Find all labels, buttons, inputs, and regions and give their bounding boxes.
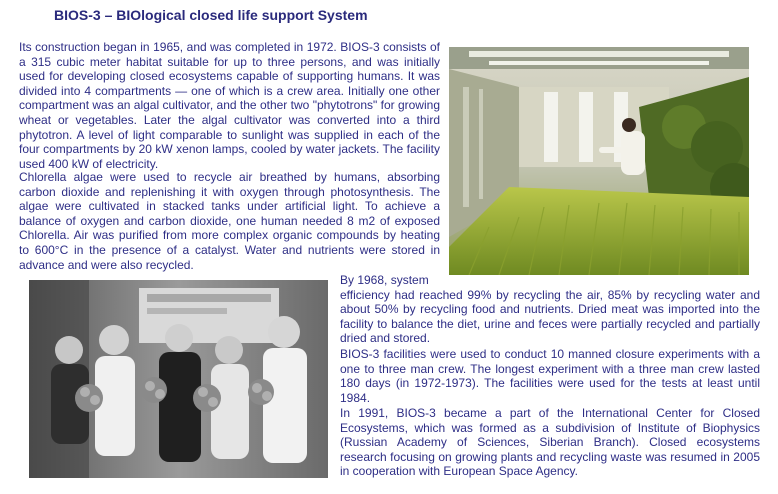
paragraph-international-center: In 1991, BIOS-3 became a part of the International Center for Closed Ecosystems, which was formed as a subdivision of Institute of Biophysics (Russian Academy of Sciences, Siberian Branch). Closed ecosystems research focusing on growing plants and recycling waste was resumed in 2005 in cooperation with European Space Agency.	[340, 406, 760, 479]
paragraph-chlorella: Chlorella algae were used to recycle air breathed by humans, absorbing carbon dioxide and replenishing it with oxygen through photosynthesis. The algae were cultivated in stacked tanks under artificial light. To achieve a balance of oxygen and carbon dioxide, one human needed 8 m2 of exposed Chlorella. Air was purified from more complex organic compounds by heating to 600°C in the presence of a catalyst. Water and nutrients were stored in advance and were also recycled.	[19, 170, 440, 272]
paragraph-construction: Its construction began in 1965, and was completed in 1972. BIOS-3 consists of a 315 cubic meter habitat suitable for up to three persons, and was initially used for developing closed ecosystems capable of supporting humans. It was divided into 4 compartments — one of which is a crew area. Initially one other compartment was an algal cultivator, and the other two "phytotrons" for growing wheat or vegetables. Later the algal cultivator was converted into a third phytotron. A level of light comparable to sunlight was supplied in each of the four compartments by 20 kW xenon lamps, cooled by water jackets. The facility used 400 kW of electricity.	[19, 40, 440, 171]
paragraph-efficiency-lead: By 1968, system	[340, 273, 429, 287]
greenhouse-photo	[449, 47, 749, 275]
paragraph-efficiency	[340, 273, 760, 346]
page-title: BIOS-3 – BIOlogical closed life support System	[54, 7, 368, 23]
paragraph-experiments: BIOS-3 facilities were used to conduct 10 manned closure experiments with a one to three man crew. The longest experiment with a three man crew lasted 180 days (in 1972-1973). The facilities were used for the tests at least until 1984.	[340, 347, 760, 405]
crew-photo	[29, 280, 328, 478]
paragraph-efficiency-body: efficiency had reached 99% by recycling the air, 85% by recycling water and about 50% by recycling food and nutrients. Dried meat was imported into the facility to balance the diet, urine and feces were partially recycled and partially dried and stored.	[340, 287, 760, 346]
